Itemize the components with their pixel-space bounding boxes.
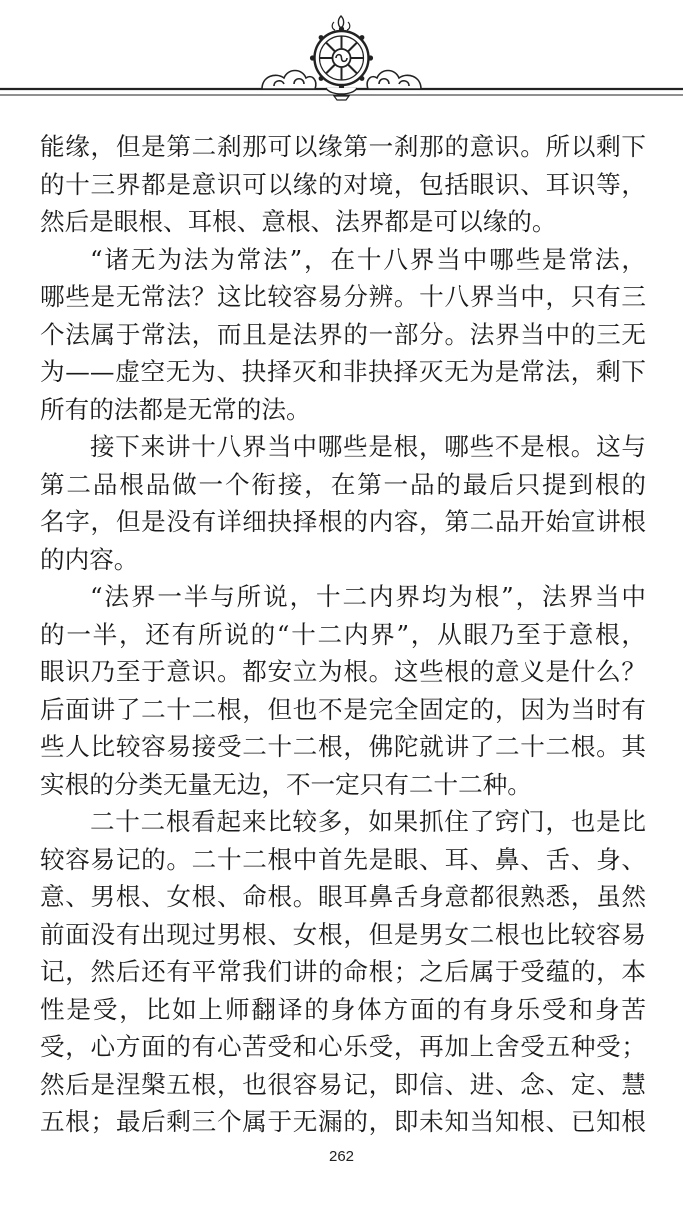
- text-line: 名字，但是没有详细抉择根的内容，第二品开始宣讲根: [40, 507, 646, 536]
- text-line: 哪些是无常法？这比较容易分辨。十八界当中，只有三: [40, 282, 646, 311]
- paragraph: [40, 428, 646, 578]
- text-line: 能缘，但是第二刹那可以缘第一刹那的意识。所以剩下: [40, 132, 646, 161]
- text-line: 些人比较容易接受二十二根，佛陀就讲了二十二根。其: [40, 732, 646, 761]
- dharma-wheel-icon: [310, 16, 373, 100]
- text-line: 然后是涅槃五根，也很容易记，即信、进、念、定、慧: [40, 1069, 646, 1099]
- text-line: 前面没有出现过男根、女根，但是男女二根也比较容易: [40, 919, 646, 949]
- paragraph: [40, 128, 646, 241]
- text-line: 后面讲了二十二根，但也不是完全固定的，因为当时有: [40, 694, 646, 724]
- page-number: 262: [328, 1148, 355, 1165]
- text-line: 为——虚空无为、抉择灭和非抉择灭无为是常法，剩下: [40, 357, 646, 386]
- text-line: 记，然后还有平常我们讲的命根；之后属于受蕴的，本: [40, 957, 646, 986]
- text-line: 实根的分类无量无边，不一定只有二十二种。: [40, 769, 532, 799]
- text-line: 的十三界都是意识可以缘的对境，包括眼识、耳识等，: [40, 169, 646, 199]
- text-line: 第二品根品做一个衔接，在第一品的最后只提到根的: [40, 469, 646, 499]
- text-line: “诸无为法为常法”，在十八界当中哪些是常法，: [90, 244, 646, 274]
- text-line: 所有的法都是无常的法。: [40, 394, 311, 424]
- text-line: 受，心方面的有心苦受和心乐受，再加上舍受五种受；: [40, 1032, 646, 1061]
- paragraph: [40, 803, 646, 1141]
- text-line: 个法属于常法，而且是法界的一部分。法界当中的三无: [40, 319, 646, 349]
- text-line: 意、男根、女根、命根。眼耳鼻舌身意都很熟悉，虽然: [40, 882, 646, 911]
- right-cloud-ornament: [367, 71, 421, 90]
- text-line: 较容易记的。二十二根中首先是眼、耳、鼻、舌、身、: [40, 844, 646, 874]
- text-line: 眼识乃至于意识。都安立为根。这些根的意义是什么？: [40, 657, 646, 686]
- body-text: [40, 128, 646, 1141]
- text-line: 性是受，比如上师翻译的身体方面的有身乐受和身苦: [40, 994, 646, 1024]
- text-line: “法界一半与所说，十二内界均为根”，法界当中: [90, 582, 646, 611]
- text-line: 的一半，还有所说的“十二内界”，从眼乃至于意根，: [40, 619, 646, 649]
- text-line: 五根；最后剩三个属于无漏的，即未知当知根、已知根: [40, 1107, 646, 1136]
- text-line: 的内容。: [40, 544, 139, 574]
- text-line: 然后是眼根、耳根、意根、法界都是可以缘的。: [40, 207, 557, 236]
- text-line: 二十二根看起来比较多，如果抓住了窍门，也是比: [90, 807, 646, 836]
- left-cloud-ornament: [262, 71, 316, 90]
- text-line: 接下来讲十八界当中哪些是根，哪些不是根。这与: [90, 432, 646, 461]
- paragraph: [40, 578, 646, 803]
- paragraph: [40, 241, 646, 429]
- page-header: [0, 0, 683, 110]
